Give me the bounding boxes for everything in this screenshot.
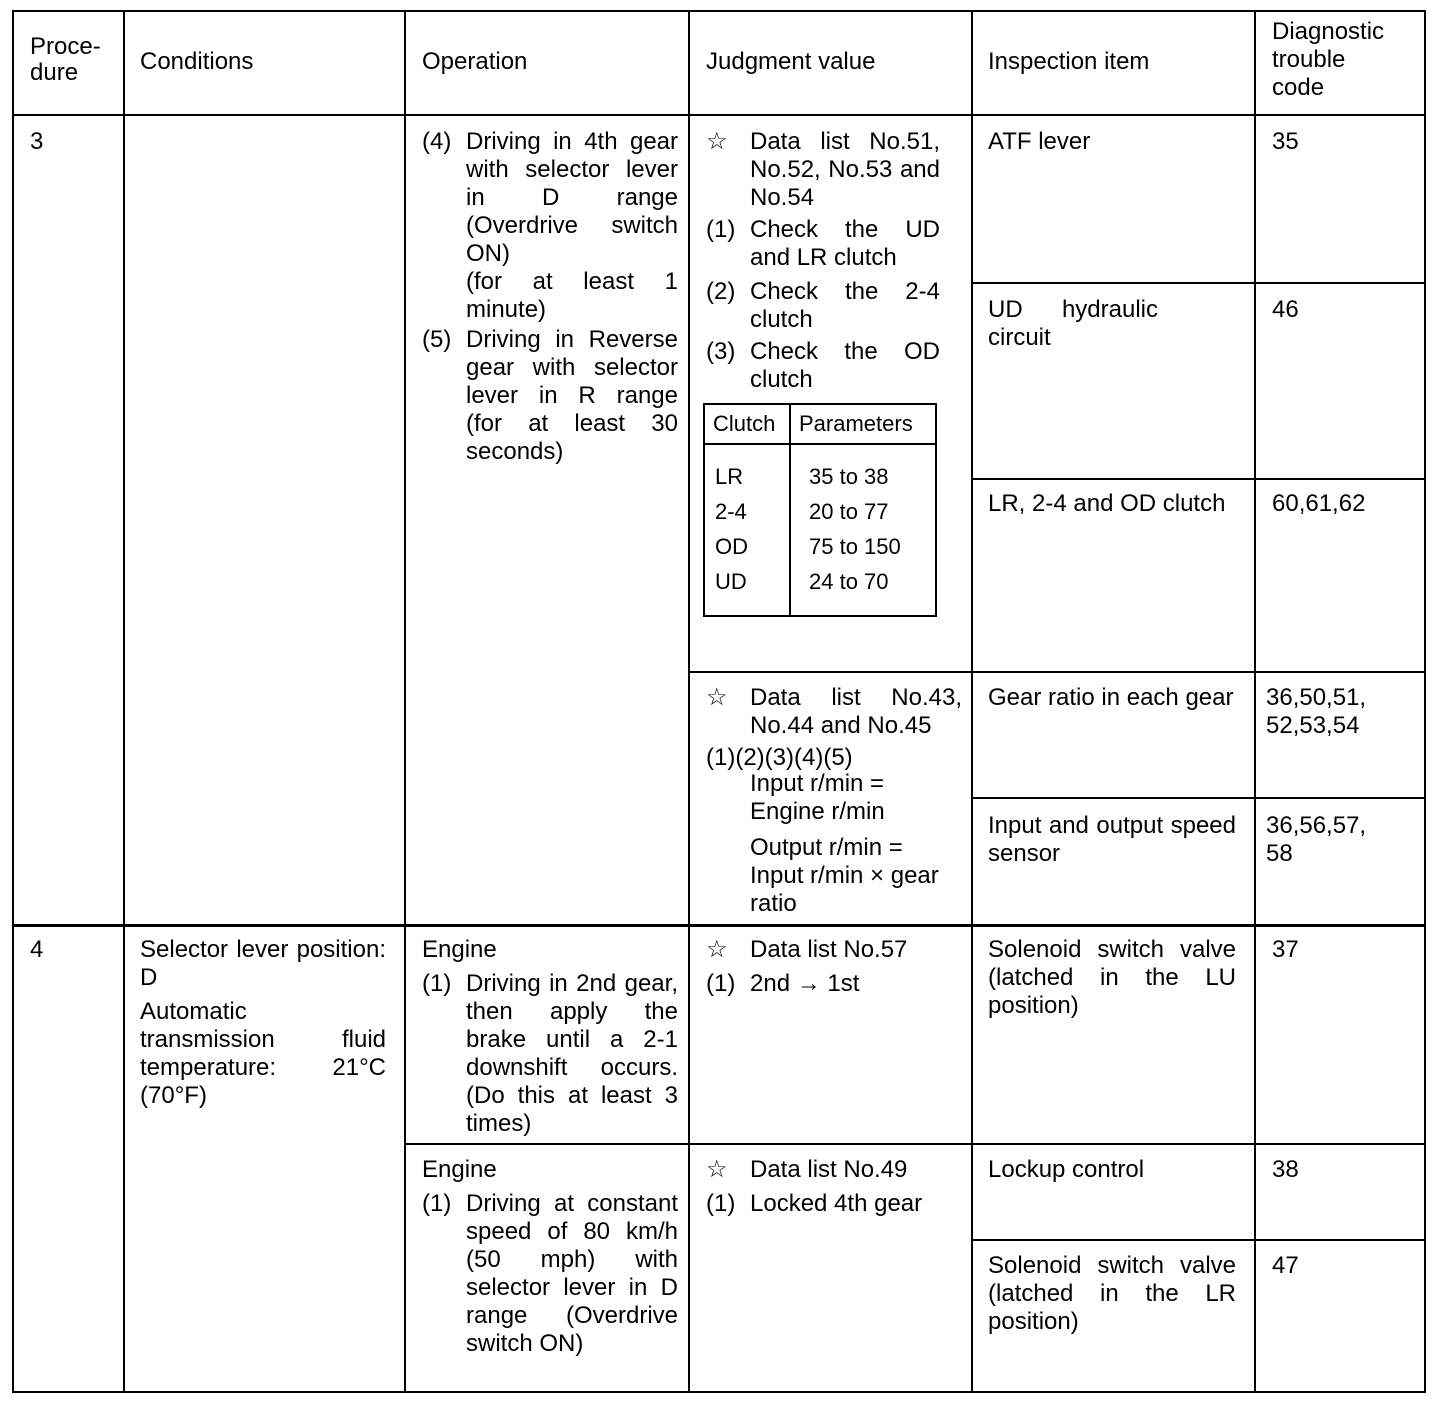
check-number: (1): [706, 970, 736, 997]
check-number: (1): [706, 216, 736, 243]
operation-item-text: Driving in 2nd gear, then apply the brake until a 2-1 downshift occurs. (Do this at least 3 times): [466, 970, 678, 1137]
check-text: Check the UD and LR clutch: [750, 216, 940, 271]
check-number: (1): [706, 1190, 736, 1217]
diagnostic-code: 60,61,62: [1272, 490, 1366, 517]
operation-item-number: (1): [422, 970, 452, 997]
parameter-table-divider: [789, 405, 791, 615]
operation-item-text: Driving in Reverse gear with selector lever in R range (for at least 30 seconds): [466, 326, 678, 465]
clutch-parameter-table: [703, 403, 937, 617]
check-text: Locked 4th gear: [750, 1190, 923, 1217]
operation-item-number: (5): [422, 326, 452, 353]
parameter-clutch-name: LR: [715, 464, 744, 489]
parameter-value: 24 to 70: [809, 569, 889, 594]
check-text: 2nd → 1st: [750, 970, 860, 997]
inspection-item: UD hydraulic circuit: [988, 296, 1158, 351]
star-icon: ☆: [706, 936, 728, 963]
parameter-value: 20 to 77: [809, 499, 889, 524]
operation-item-number: (1): [422, 1190, 452, 1217]
diagnostic-code: 46: [1272, 296, 1299, 323]
header-inspection-item: Inspection item: [988, 48, 1150, 75]
operation-mode: Engine: [422, 936, 497, 963]
inspection-item: Gear ratio in each gear: [988, 684, 1234, 711]
inspection-item: Solenoid switch valve (latched in the LR position): [988, 1252, 1236, 1335]
judgment-data-list: Data list No.49: [750, 1156, 908, 1183]
diagnostic-code: 47: [1272, 1252, 1299, 1279]
star-icon: ☆: [706, 128, 728, 155]
judgment-data-list: Data list No.51, No.52, No.53 and No.54: [750, 128, 940, 211]
inspection-item: Input and output speed sensor: [988, 812, 1236, 867]
check-text: Check the 2-4 clutch: [750, 278, 940, 333]
star-icon: ☆: [706, 684, 728, 711]
check-text: Check the OD clutch: [750, 338, 940, 393]
inspection-item: Lockup control: [988, 1156, 1145, 1183]
operation-item-text: Driving at constant speed of 80 km/h (50 mph) with selector lever in D range (Overdrive switch ON): [466, 1190, 678, 1357]
condition-selector-position: Selector lever position: D: [140, 936, 386, 991]
judgment-data-list: Data list No.43, No.44 and No.45: [750, 684, 962, 739]
condition-fluid-temperature: Automatic transmission fluid temperature: 21°C (70°F): [140, 998, 386, 1109]
header-conditions: Conditions: [140, 48, 254, 75]
header-judgment-value: Judgment value: [706, 48, 876, 75]
parameter-value: 75 to 150: [809, 534, 901, 559]
inspection-item: Solenoid switch valve (latched in the LU position): [988, 936, 1236, 1019]
diagnostic-code: 38: [1272, 1156, 1299, 1183]
check-number: (2): [706, 278, 736, 305]
parameter-clutch-name: UD: [715, 569, 747, 594]
procedure-number: 3: [30, 128, 44, 155]
header-operation: Operation: [422, 48, 528, 75]
check-number: (3): [706, 338, 736, 365]
parameter-clutch-name: OD: [715, 534, 748, 559]
header-diagnostic-trouble-code: Diagnostic trouble code: [1272, 18, 1385, 101]
parameter-col-clutch: Clutch: [713, 411, 776, 436]
operation-mode: Engine: [422, 1156, 497, 1183]
parameter-clutch-name: 2-4: [715, 499, 747, 524]
inspection-item: LR, 2-4 and OD clutch: [988, 490, 1226, 517]
diagnostic-code: 37: [1272, 936, 1299, 963]
procedure-number: 4: [30, 936, 44, 963]
header-procedure: Proce- dure: [30, 33, 101, 86]
operation-item-number: (4): [422, 128, 452, 155]
judgment-formula: Input r/min = Engine r/min: [750, 770, 885, 825]
operation-item-text: Driving in 4th gear with selector lever in D range (Overdrive switch ON) (for at least 1 minute): [466, 128, 678, 323]
diagnostic-code: 36,56,57, 58: [1266, 812, 1367, 867]
diagnostic-code: 36,50,51, 52,53,54: [1266, 684, 1367, 739]
diagnostic-code: 35: [1272, 128, 1299, 155]
judgment-data-list: Data list No.57: [750, 936, 908, 963]
check-numbers: (1)(2)(3)(4)(5): [706, 744, 853, 771]
parameter-value: 35 to 38: [809, 464, 889, 489]
inspection-item: ATF lever: [988, 128, 1091, 155]
star-icon: ☆: [706, 1156, 728, 1183]
judgment-formula: Output r/min = Input r/min × gear ratio: [750, 834, 939, 917]
parameter-col-parameters: Parameters: [799, 411, 913, 436]
